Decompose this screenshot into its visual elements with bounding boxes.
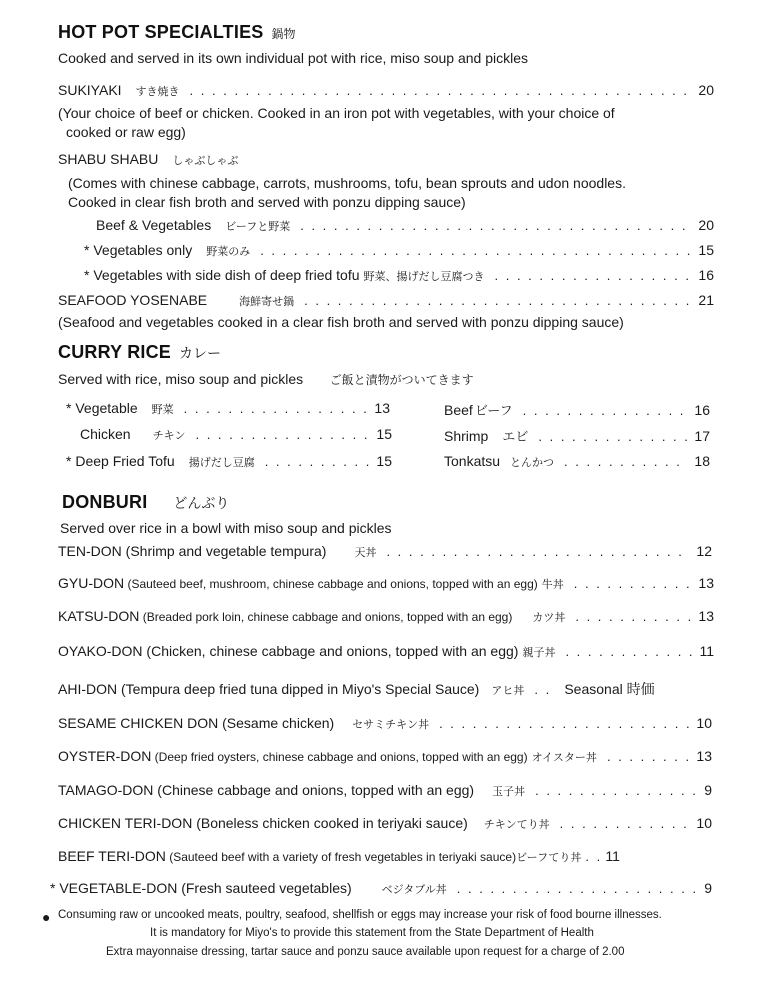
item-name: * VEGETABLE-DON (Fresh sauteed vegetables) xyxy=(50,880,352,896)
item-name-jp: 親子丼 xyxy=(522,647,556,659)
item-price: 15 xyxy=(376,453,392,469)
hotpot-title-jp: 鍋物 xyxy=(271,27,296,41)
leader-dots xyxy=(564,454,688,469)
leader-dots xyxy=(523,403,689,418)
item-name: OYAKO-DON (Chicken, chinese cabbage and onions, topped with an egg) xyxy=(58,643,519,659)
menu-item-seafood-yosenabe xyxy=(58,292,714,309)
item-name: SEAFOOD YOSENABE xyxy=(58,292,208,308)
item-name-jp: 海鮮寄せ鍋 xyxy=(239,296,295,308)
item-price: 11 xyxy=(699,643,714,659)
shabu-desc-1: (Comes with chinese cabbage, carrots, mushrooms, tofu, bean sprouts and udon noodles. xyxy=(68,175,626,191)
donburi-item xyxy=(58,815,712,832)
item-price: 13 xyxy=(374,400,390,416)
leader-dots xyxy=(457,881,698,896)
item-name: CHICKEN TERI-DON (Boneless chicken cooked in teriyaki sauce) xyxy=(58,815,468,831)
curry-item xyxy=(66,400,390,417)
item-name: SESAME CHICKEN DON (Sesame chicken) xyxy=(58,715,335,731)
item-price: 17 xyxy=(694,428,710,444)
item-name-jp: ビーフと野菜 xyxy=(225,221,291,233)
item-name: Beef xyxy=(444,402,473,418)
item-price: 11 xyxy=(605,848,620,864)
item-name: Beef & Vegetables xyxy=(96,217,212,233)
item-name-jp: 野菜のみ xyxy=(206,246,251,258)
item-price: Seasonal 時価 xyxy=(564,681,655,697)
shabu-option xyxy=(84,267,714,284)
shabu-option xyxy=(84,242,714,259)
leader-dots xyxy=(575,609,692,624)
curry-title: CURRY RICE xyxy=(58,342,172,362)
leader-dots xyxy=(260,243,692,258)
item-price: 20 xyxy=(698,217,714,233)
leader-dots xyxy=(535,783,698,798)
item-name-jp: 牛丼 xyxy=(541,579,564,591)
shabu-option xyxy=(96,217,714,234)
donburi-item xyxy=(58,575,714,592)
donburi-title-jp: どんぶり xyxy=(173,495,230,511)
yosenabe-desc: (Seafood and vegetables cooked in a clear fish broth and served with ponzu dipping sauce) xyxy=(58,314,624,330)
item-name: Shrimp xyxy=(444,428,489,444)
item-price: 20 xyxy=(698,82,714,98)
leader-dots xyxy=(607,749,690,764)
donburi-item xyxy=(58,715,712,732)
donburi-item xyxy=(58,848,712,865)
item-name: GYU-DON (Sauteed beef, mushroom, chinese cabbage and onions, topped with an egg) xyxy=(58,575,538,591)
hotpot-title: HOT POT SPECIALTIES xyxy=(58,22,264,42)
leader-dots xyxy=(585,849,599,864)
donburi-item xyxy=(58,643,714,660)
item-name: SHABU SHABU xyxy=(58,151,159,167)
item-name-jp: アヒ丼 xyxy=(491,685,525,697)
item-name: * Vegetable xyxy=(66,400,138,416)
donburi-title: DONBURI xyxy=(62,492,148,512)
item-name-jp: とんかつ xyxy=(510,457,555,469)
leader-dots xyxy=(265,454,371,469)
item-price: 13 xyxy=(698,575,714,591)
curry-item xyxy=(66,453,392,470)
menu-item-sukiyaki xyxy=(58,82,714,99)
item-name: SUKIYAKI xyxy=(58,82,122,98)
footer-warning: Consuming raw or uncooked meats, poultry, seafood, shellfish or eggs may increase your risk of food bourne illnesses. xyxy=(58,909,662,921)
leader-dots xyxy=(565,644,693,659)
leader-dots xyxy=(304,293,692,308)
sukiyaki-desc-2: cooked or raw egg) xyxy=(66,124,186,140)
item-name-jp: ビーフてり丼 xyxy=(516,852,582,864)
item-price: 21 xyxy=(698,292,714,308)
donburi-item xyxy=(58,782,712,799)
item-name: * Vegetables with side dish of deep fried tofu xyxy=(84,267,360,283)
shabu-desc-2: Cooked in clear fish broth and served with ponzu dipping sauce) xyxy=(68,194,466,210)
leader-dots xyxy=(495,268,693,283)
leader-dots xyxy=(439,716,690,731)
item-price: 12 xyxy=(696,543,712,559)
leader-dots xyxy=(560,816,691,831)
item-name-jp: ビーフ xyxy=(474,403,513,418)
footer-extras: Extra mayonnaise dressing, tartar sauce and ponzu sauce available upon request for a charge of 2.00 xyxy=(106,946,625,958)
item-name-jp: 野菜、揚げだし豆腐つき xyxy=(363,271,485,283)
item-name: * Deep Fried Tofu xyxy=(66,453,175,469)
leader-dots xyxy=(574,576,693,591)
item-name: KATSU-DON (Breaded pork loin, chinese cabbage and onions, topped with an egg) xyxy=(58,608,513,624)
curry-title-jp: カレー xyxy=(179,345,222,361)
curry-item xyxy=(80,426,392,443)
footer-bullet-icon: ● xyxy=(42,909,51,925)
item-name-jp: エビ xyxy=(502,429,529,444)
donburi-item xyxy=(58,679,714,699)
curry-item xyxy=(444,453,710,470)
donburi-item xyxy=(58,543,712,560)
donburi-heading xyxy=(62,492,229,513)
item-name-jp: 玉子丼 xyxy=(492,786,526,798)
item-price: 9 xyxy=(704,782,712,798)
hotpot-heading xyxy=(58,22,296,43)
leader-dots xyxy=(386,544,690,559)
item-name: TEN-DON (Shrimp and vegetable tempura) xyxy=(58,543,327,559)
item-name-jp: チキン xyxy=(152,430,186,442)
leader-dots xyxy=(300,218,692,233)
item-name: * Vegetables only xyxy=(84,242,193,258)
curry-item xyxy=(444,400,710,419)
item-name: Tonkatsu xyxy=(444,453,501,469)
item-name-jp: セサミチキン丼 xyxy=(352,719,430,731)
curry-item xyxy=(444,426,710,445)
leader-dots xyxy=(190,83,693,98)
item-price: 9 xyxy=(704,880,712,896)
item-name: TAMAGO-DON (Chinese cabbage and onions, topped with an egg) xyxy=(58,782,475,798)
donburi-item xyxy=(58,748,712,765)
item-price: 18 xyxy=(694,453,710,469)
item-price: 10 xyxy=(696,715,712,731)
item-name-jp: 野菜 xyxy=(151,404,174,416)
item-name-jp: チキンてり丼 xyxy=(483,819,550,831)
item-price: 16 xyxy=(694,402,710,418)
leader-dots xyxy=(195,427,370,442)
menu-item-shabu-shabu xyxy=(58,151,238,168)
item-price: 15 xyxy=(376,426,392,442)
hotpot-subtitle: Cooked and served in its own individual pot with rice, miso soup and pickles xyxy=(58,50,529,66)
curry-subtitle-line xyxy=(58,371,474,389)
item-name-jp: カツ丼 xyxy=(532,612,566,624)
item-price: 13 xyxy=(698,608,714,624)
leader-dots xyxy=(538,429,688,444)
item-name-jp: 天丼 xyxy=(354,547,377,559)
item-name: AHI-DON (Tempura deep fried tuna dipped in Miyo's Special Sauce) xyxy=(58,681,480,697)
sukiyaki-desc-1: (Your choice of beef or chicken. Cooked in an iron pot with vegetables, with your choice of xyxy=(58,105,615,121)
donburi-item xyxy=(58,608,714,625)
item-price: 15 xyxy=(698,242,714,258)
item-price: 13 xyxy=(696,748,712,764)
item-name-jp: 揚げだし豆腐 xyxy=(188,457,255,469)
item-name-jp: すき焼き xyxy=(135,86,180,98)
curry-subtitle-jp: ご飯と漬物がついてきます xyxy=(329,373,474,387)
leader-dots xyxy=(184,401,369,416)
footer-statement: It is mandatory for Miyo's to provide this statement from the State Department of Health xyxy=(150,927,594,939)
item-name: BEEF TERI-DON (Sauteed beef with a variety of fresh vegetables in teriyaki sauce) xyxy=(58,848,517,864)
curry-subtitle: Served with rice, miso soup and pickles xyxy=(58,371,304,387)
leader-dots xyxy=(534,682,558,697)
item-price: 10 xyxy=(696,815,712,831)
item-name-jp: ベジタブル丼 xyxy=(381,884,447,896)
item-name-jp: しゃぶしゃぶ xyxy=(172,155,239,167)
item-name: OYSTER-DON (Deep fried oysters, chinese cabbage and onions, topped with an egg) xyxy=(58,748,528,764)
item-price: 16 xyxy=(698,267,714,283)
donburi-item xyxy=(50,880,712,897)
item-name-jp: オイスター丼 xyxy=(531,752,597,764)
donburi-subtitle: Served over rice in a bowl with miso soup and pickles xyxy=(60,520,392,536)
curry-heading xyxy=(58,342,221,363)
item-name: Chicken xyxy=(80,426,131,442)
